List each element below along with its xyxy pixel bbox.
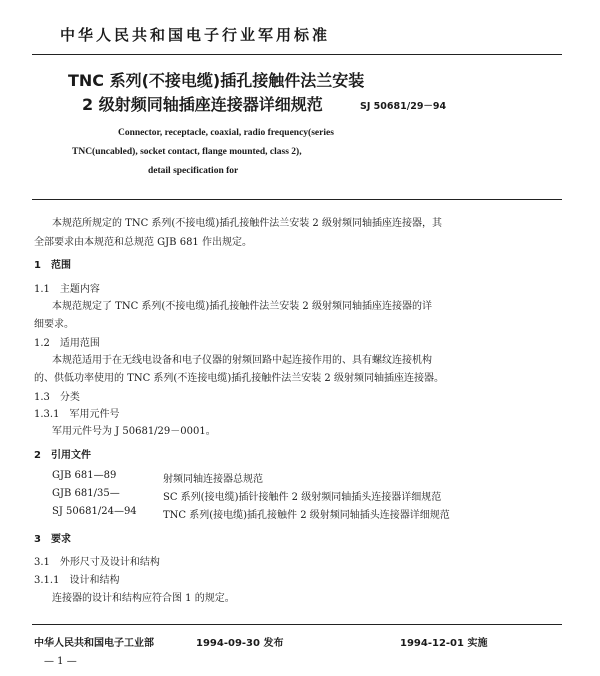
standard-number: SJ 50681/29－94 (360, 101, 447, 112)
issuer: 中华人民共和国电子工业部 (34, 638, 154, 649)
section-1-2-heading: 1.2 适用范围 (34, 338, 100, 349)
section-3-1-1-line-1: 连接器的设计和结构应符合图 1 的规定。 (52, 593, 235, 604)
header-rule (32, 54, 562, 55)
english-title-line-1: Connector, receptacle, coaxial, radio frequency(series (118, 128, 334, 138)
reference-code: SJ 50681/24—94 (52, 506, 137, 517)
section-1-3-1-line-1: 军用元件号为 J 50681/29－0001。 (52, 426, 216, 437)
section-2-heading: 2 引用文件 (34, 450, 91, 461)
section-3-heading: 3 要求 (34, 534, 71, 545)
section-1-2-line-1: 本规范适用于在无线电设备和电子仪器的射频回路中起连接作用的、具有螺纹连接机构 (52, 355, 432, 366)
section-3-1-1-heading: 3.1.1 设计和结构 (34, 575, 120, 586)
reference-code: GJB 681—89 (52, 470, 117, 481)
reference-title: SC 系列(接电缆)插针接触件 2 级射频同轴插头连接器详细规范 (163, 492, 442, 503)
issue-date: 1994-09-30 发布 (196, 638, 284, 649)
footer-rule (32, 624, 562, 625)
title-line-1: TNC 系列(不接电缆)插孔接触件法兰安装 (68, 71, 365, 90)
reference-title: 射频同轴连接器总规范 (163, 474, 263, 485)
intro-line-2: 全部要求由本规范和总规范 GJB 681 作出规定。 (34, 237, 252, 248)
reference-title: TNC 系列(接电缆)插孔接触件 2 级射频同轴插头连接器详细规范 (163, 510, 450, 521)
section-1-heading: 1 范围 (34, 260, 71, 271)
document-header: 中华人民共和国电子行业军用标准 (60, 26, 331, 44)
effective-date: 1994-12-01 实施 (400, 638, 488, 649)
title-line-2: 2 级射频同轴插座连接器详细规范 (82, 95, 323, 114)
section-3-1-heading: 3.1 外形尺寸及设计和结构 (34, 557, 160, 568)
reference-code: GJB 681/35— (52, 488, 120, 499)
section-1-1-line-2: 细要求。 (34, 319, 74, 330)
section-1-2-line-2: 的、供低功率使用的 TNC 系列(不连接电缆)插孔接触件法兰安装 2 级射频同轴插座连接器。 (34, 373, 444, 384)
section-1-1-heading: 1.1 主题内容 (34, 284, 100, 295)
intro-line-1: 本规范所规定的 TNC 系列(不接电缆)插孔接触件法兰安装 2 级射频同轴插座连接器，其 (52, 218, 442, 229)
english-title-line-3: detail specification for (148, 166, 239, 176)
section-1-3-heading: 1.3 分类 (34, 392, 80, 403)
section-1-3-1-heading: 1.3.1 军用元件号 (34, 409, 120, 420)
page-number: — 1 — (44, 656, 77, 667)
section-1-1-line-1: 本规范规定了 TNC 系列(不接电缆)插孔接触件法兰安装 2 级射频同轴插座连接器的详 (52, 301, 432, 312)
title-rule (32, 199, 562, 200)
english-title-line-2: TNC(uncabled), socket contact, flange mounted, class 2), (72, 147, 302, 157)
